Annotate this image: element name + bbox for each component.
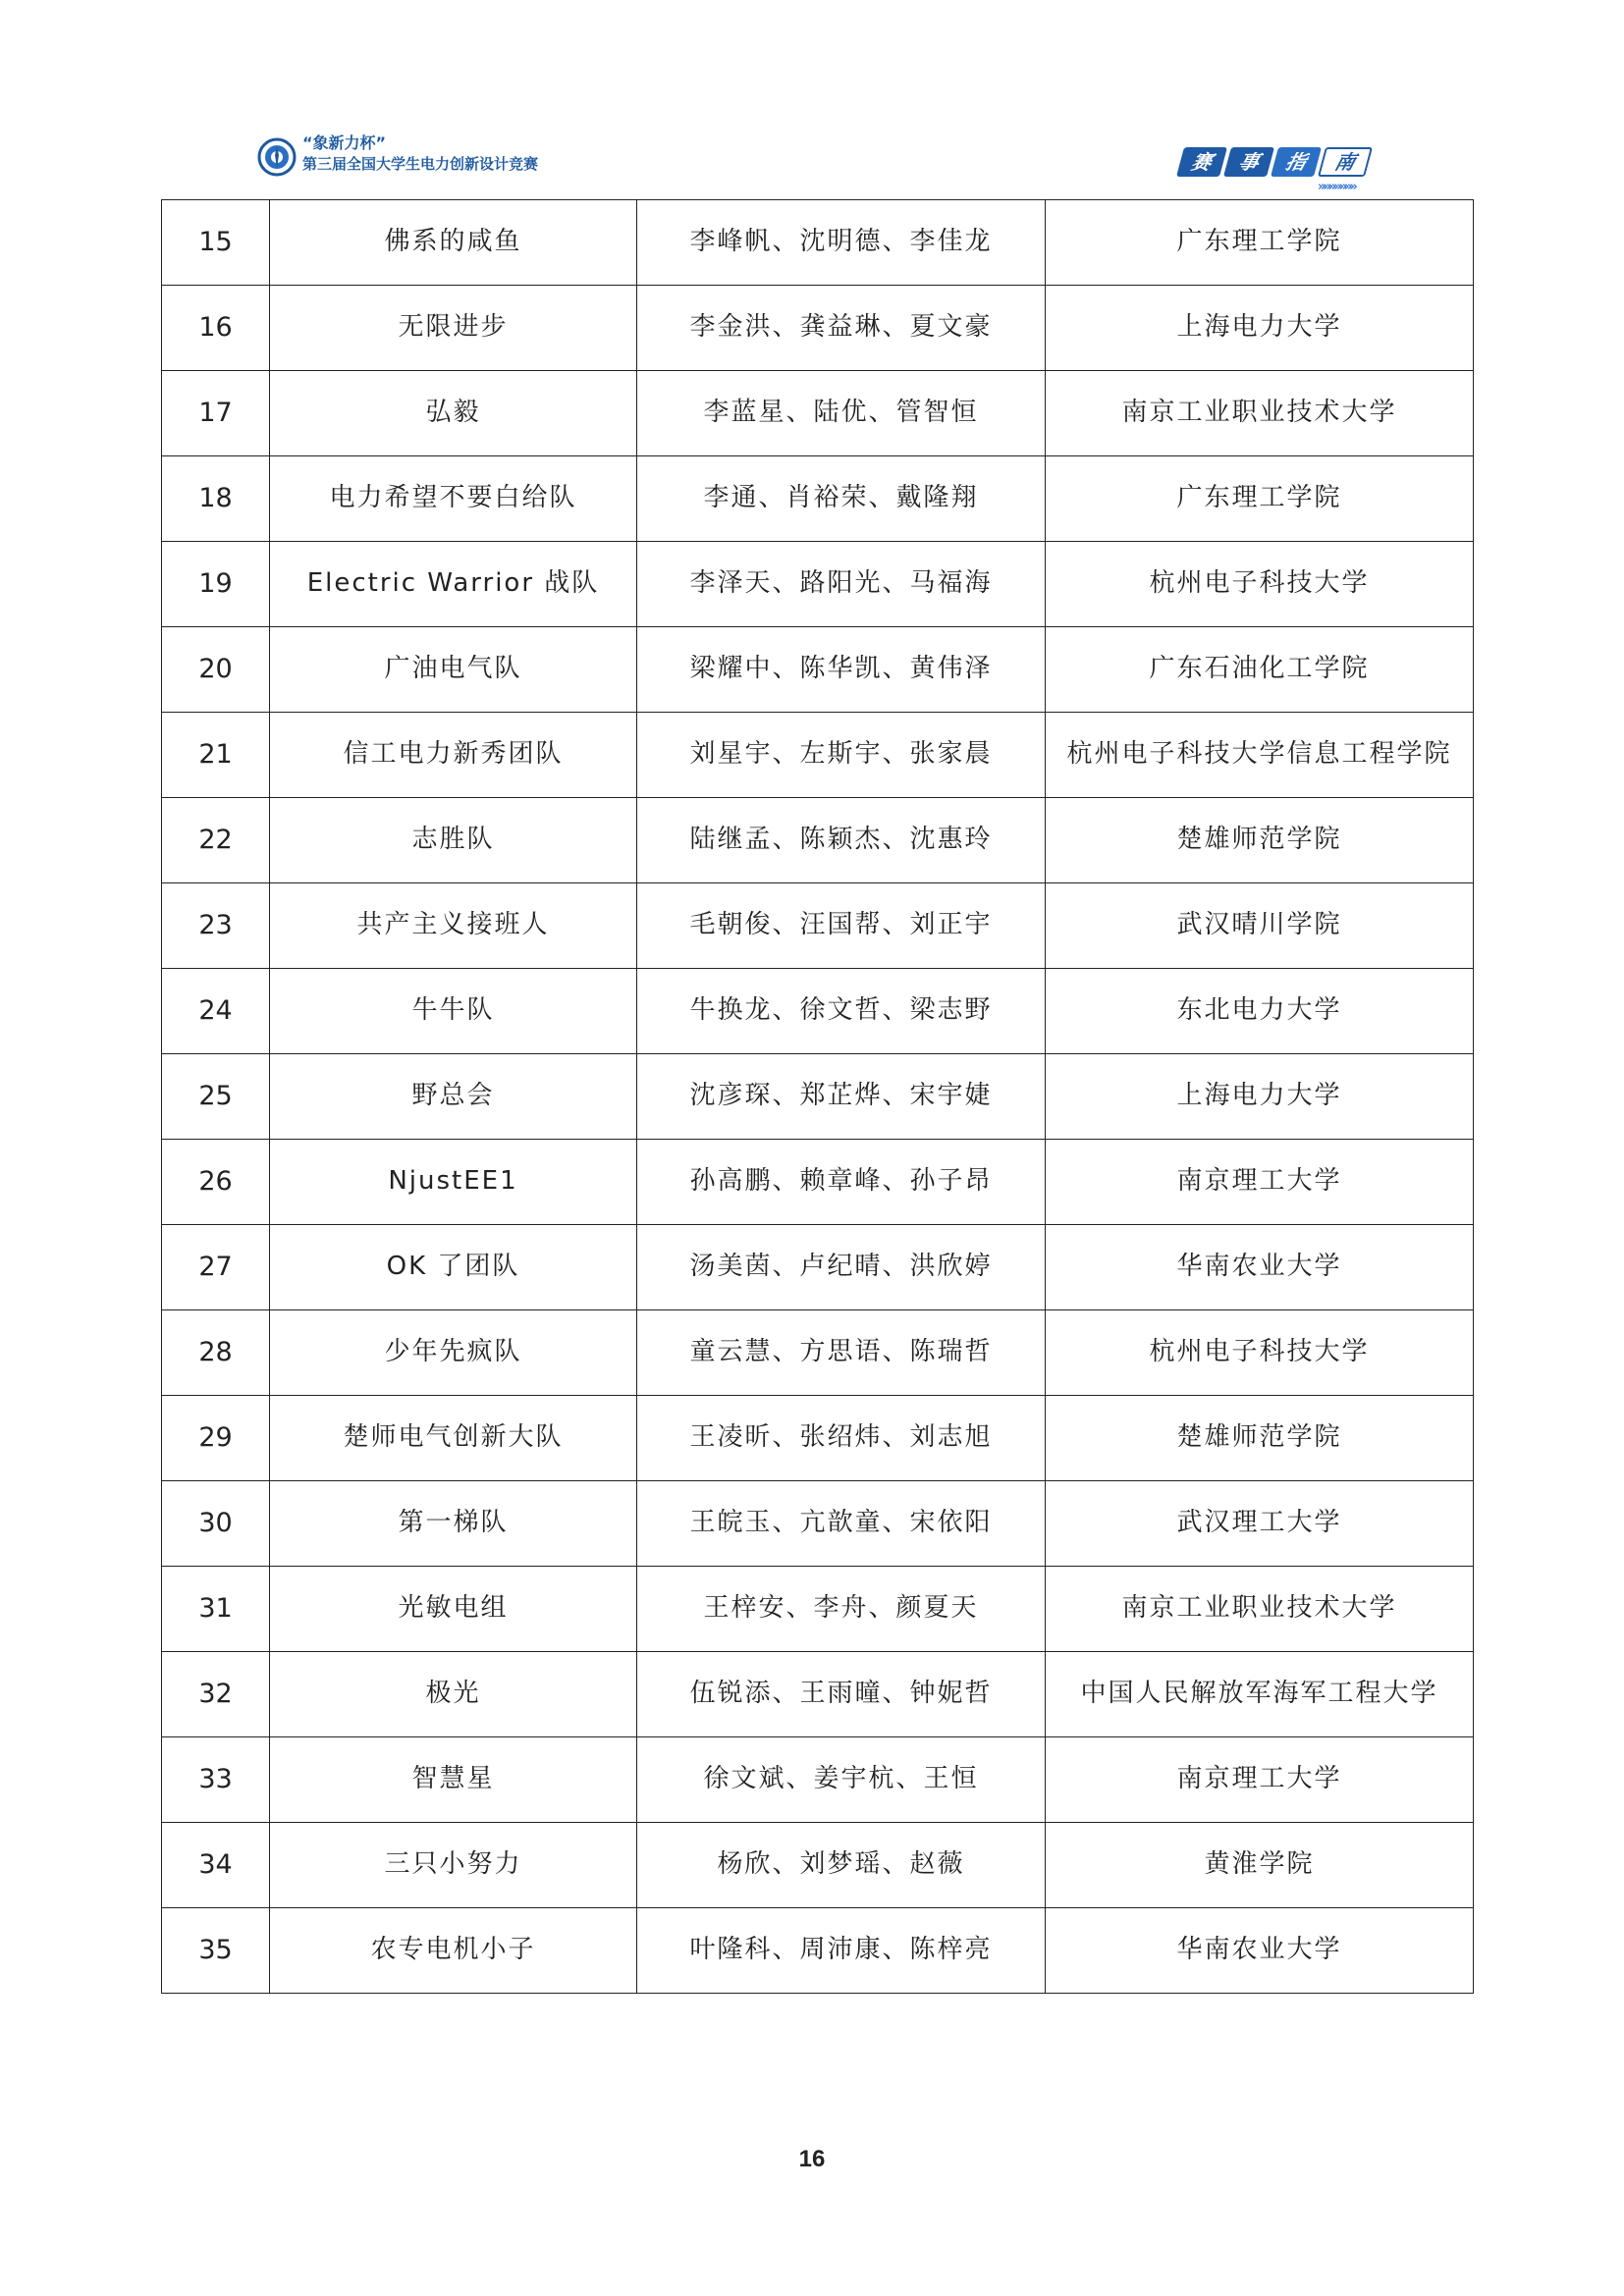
school-name: 武汉理工大学	[1046, 1481, 1474, 1567]
team-members: 王凌昕、张绍炜、刘志旭	[637, 1396, 1046, 1481]
team-members: 叶隆科、周沛康、陈梓亮	[637, 1908, 1046, 1994]
guide-char: 南	[1318, 147, 1373, 177]
team-number: 32	[162, 1652, 270, 1737]
team-number: 15	[162, 200, 270, 286]
team-number: 17	[162, 371, 270, 456]
competition-title	[302, 135, 538, 172]
school-name: 南京工业职业技术大学	[1046, 1567, 1474, 1652]
team-members: 李蓝星、陆优、管智恒	[637, 371, 1046, 456]
team-members: 陆继孟、陈颖杰、沈惠玲	[637, 798, 1046, 883]
guide-char: 事	[1223, 147, 1274, 177]
team-name: 野总会	[270, 1054, 637, 1140]
school-name: 中国人民解放军海军工程大学	[1046, 1652, 1474, 1737]
table-row	[162, 456, 1474, 542]
school-name: 黄淮学院	[1046, 1823, 1474, 1908]
school-name: 杭州电子科技大学	[1046, 542, 1474, 627]
table-row	[162, 1481, 1474, 1567]
team-name: 三只小努力	[270, 1823, 637, 1908]
table-row	[162, 1737, 1474, 1823]
team-name: 少年先疯队	[270, 1310, 637, 1396]
table-row	[162, 286, 1474, 371]
school-name: 南京工业职业技术大学	[1046, 371, 1474, 456]
team-name: 信工电力新秀团队	[270, 713, 637, 798]
team-members: 沈彦琛、郑芷烨、宋宇婕	[637, 1054, 1046, 1140]
table-row	[162, 1652, 1474, 1737]
school-name: 楚雄师范学院	[1046, 1396, 1474, 1481]
team-members: 童云慧、方思语、陈瑞哲	[637, 1310, 1046, 1396]
team-number: 29	[162, 1396, 270, 1481]
team-members: 梁耀中、陈华凯、黄伟泽	[637, 627, 1046, 713]
school-name: 广东理工学院	[1046, 200, 1474, 286]
team-number: 16	[162, 286, 270, 371]
guide-char: 赛	[1176, 147, 1227, 177]
table-row	[162, 371, 1474, 456]
table-row	[162, 883, 1474, 969]
team-number: 20	[162, 627, 270, 713]
team-name: 极光	[270, 1652, 637, 1737]
team-number: 31	[162, 1567, 270, 1652]
team-number: 28	[162, 1310, 270, 1396]
team-members: 李峰帆、沈明德、李佳龙	[637, 200, 1046, 286]
team-members: 王皖玉、亢歆童、宋依阳	[637, 1481, 1046, 1567]
team-members: 王梓安、李舟、颜夏天	[637, 1567, 1046, 1652]
team-name: NjustEE1	[270, 1140, 637, 1225]
table-row	[162, 1140, 1474, 1225]
team-members: 汤美茵、卢纪晴、洪欣婷	[637, 1225, 1046, 1310]
team-members: 刘星宇、左斯宇、张家晨	[637, 713, 1046, 798]
school-name: 杭州电子科技大学信息工程学院	[1046, 713, 1474, 798]
team-number: 27	[162, 1225, 270, 1310]
school-name: 南京理工大学	[1046, 1737, 1474, 1823]
school-name: 华南农业大学	[1046, 1908, 1474, 1994]
team-number: 25	[162, 1054, 270, 1140]
guide-char: 指	[1271, 147, 1322, 177]
team-number: 34	[162, 1823, 270, 1908]
team-roster-table	[161, 199, 1474, 1994]
table-row	[162, 798, 1474, 883]
school-name: 杭州电子科技大学	[1046, 1310, 1474, 1396]
school-name: 广东石油化工学院	[1046, 627, 1474, 713]
school-name: 东北电力大学	[1046, 969, 1474, 1054]
table-row	[162, 542, 1474, 627]
team-members: 李泽天、路阳光、马福海	[637, 542, 1046, 627]
school-name: 武汉晴川学院	[1046, 883, 1474, 969]
team-number: 26	[162, 1140, 270, 1225]
school-name: 华南农业大学	[1046, 1225, 1474, 1310]
team-name: 共产主义接班人	[270, 883, 637, 969]
table-row	[162, 969, 1474, 1054]
team-name: 志胜队	[270, 798, 637, 883]
table-row	[162, 1225, 1474, 1310]
team-members: 李金洪、龚益琳、夏文豪	[637, 286, 1046, 371]
team-members: 杨欣、刘梦瑶、赵薇	[637, 1823, 1046, 1908]
team-members: 牛换龙、徐文哲、梁志野	[637, 969, 1046, 1054]
team-name: 光敏电组	[270, 1567, 637, 1652]
table-row	[162, 1823, 1474, 1908]
team-number: 22	[162, 798, 270, 883]
team-number: 24	[162, 969, 270, 1054]
table-row	[162, 1310, 1474, 1396]
school-name: 广东理工学院	[1046, 456, 1474, 542]
team-name: 牛牛队	[270, 969, 637, 1054]
school-name: 上海电力大学	[1046, 286, 1474, 371]
team-number: 35	[162, 1908, 270, 1994]
school-name: 楚雄师范学院	[1046, 798, 1474, 883]
competition-full-name: 第三届全国大学生电力创新设计竞赛	[302, 155, 539, 173]
table-row	[162, 1396, 1474, 1481]
school-name: 南京理工大学	[1046, 1140, 1474, 1225]
team-name: 广油电气队	[270, 627, 637, 713]
team-members: 徐文斌、姜宇杭、王恒	[637, 1737, 1046, 1823]
team-name: 弘毅	[270, 371, 637, 456]
table-row	[162, 1054, 1474, 1140]
team-roster-body	[162, 200, 1474, 1994]
table-row	[162, 713, 1474, 798]
team-name: 电力希望不要白给队	[270, 456, 637, 542]
team-number: 18	[162, 456, 270, 542]
school-name: 上海电力大学	[1046, 1054, 1474, 1140]
chevron-arrows-icon: »»»»»»»	[1318, 180, 1355, 194]
table-row	[162, 200, 1474, 286]
table-row	[162, 627, 1474, 713]
team-name: 智慧星	[270, 1737, 637, 1823]
team-name: 第一梯队	[270, 1481, 637, 1567]
team-members: 毛朝俊、汪国帮、刘正宇	[637, 883, 1046, 969]
team-members: 李通、肖裕荣、戴隆翔	[637, 456, 1046, 542]
team-number: 33	[162, 1737, 270, 1823]
team-number: 23	[162, 883, 270, 969]
page-number: 16	[798, 2146, 826, 2172]
team-name: 楚师电气创新大队	[270, 1396, 637, 1481]
competition-cup-name: “象新力杯”	[302, 133, 387, 152]
team-number: 19	[162, 542, 270, 627]
team-name: 佛系的咸鱼	[270, 200, 637, 286]
table-row	[162, 1908, 1474, 1994]
table-row	[162, 1567, 1474, 1652]
team-name: Electric Warrior 战队	[270, 542, 637, 627]
event-guide-badge	[1180, 147, 1377, 194]
team-members: 伍锐添、王雨曈、钟妮哲	[637, 1652, 1046, 1737]
team-name: 无限进步	[270, 286, 637, 371]
team-name: 农专电机小子	[270, 1908, 637, 1994]
team-number: 30	[162, 1481, 270, 1567]
competition-emblem-icon	[257, 137, 297, 177]
team-name: OK 了团队	[270, 1225, 637, 1310]
page-header	[257, 133, 1377, 194]
team-number: 21	[162, 713, 270, 798]
team-members: 孙高鹏、赖章峰、孙子昂	[637, 1140, 1046, 1225]
